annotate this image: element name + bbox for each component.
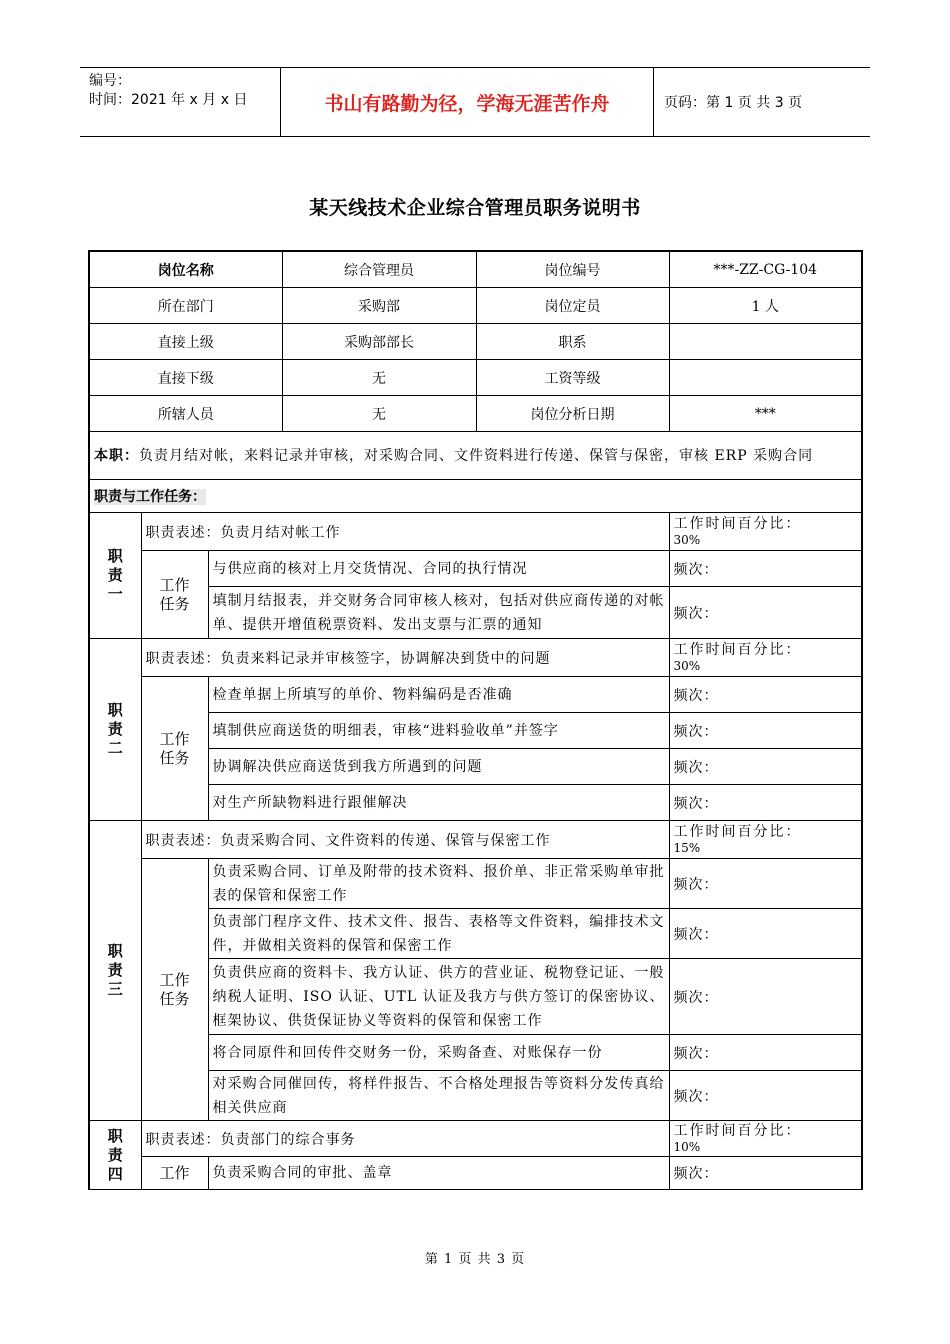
- task-label: 工作 任务: [141, 551, 208, 639]
- task-frequency: 频次：: [669, 1157, 862, 1190]
- duties-heading-row: [89, 480, 862, 513]
- duty-label: 职 责 二: [89, 639, 141, 821]
- time-percent-label: 工作时间百分比：: [673, 641, 802, 658]
- task-text: 对生产所缺物料进行跟催解决: [208, 785, 669, 821]
- task-frequency: 频次：: [669, 859, 862, 909]
- benzhi-label: 本职：: [94, 447, 139, 464]
- header-meta: [80, 68, 280, 136]
- task-text: 填制供应商送货的明细表，审核“进料验收单”并签字: [208, 713, 669, 749]
- dept-value: 采购部: [282, 288, 476, 324]
- task-text: 负责供应商的资料卡、我方认证、供方的营业证、税物登记证、一般纳税人证明、ISO 认证、UTL 认证及我方与供方签订的保密协议、框架协议、供货保证协义等资料的保管和保密工作: [208, 959, 669, 1035]
- task-row: [89, 677, 862, 713]
- task-frequency: 频次：: [669, 587, 862, 639]
- time-percent-label: 工作时间百分比：: [673, 515, 802, 532]
- info-row: [89, 324, 862, 360]
- task-frequency: 频次：: [669, 713, 862, 749]
- task-text: 填制月结报表，并交财务合同审核人核对，包括对供应商传递的对帐单、提供开增值税票资料、发出支票与汇票的通知: [208, 587, 669, 639]
- subordinate-label: 直接下级: [89, 360, 282, 396]
- duty-time-percent: [669, 1121, 862, 1157]
- task-frequency: 频次：: [669, 909, 862, 959]
- task-frequency: 频次：: [669, 551, 862, 587]
- job-description-table: [88, 250, 863, 1190]
- task-frequency: 频次：: [669, 1035, 862, 1071]
- duty-desc-row: [89, 639, 862, 677]
- subordinate-value: 无: [282, 360, 476, 396]
- page-footer: 第 1 页 共 3 页: [424, 1252, 526, 1267]
- task-row: [89, 859, 862, 909]
- relation-value: [669, 324, 862, 360]
- task-text: 负责采购合同、订单及附带的技术资料、报价单、非正常采购单审批表的保管和保密工作: [208, 859, 669, 909]
- doc-number-label: 编号：: [89, 73, 131, 89]
- task-text: 与供应商的核对上月交货情况、合同的执行情况: [208, 551, 669, 587]
- task-label: 工作 任务: [141, 859, 208, 1121]
- post-name-value: 综合管理员: [282, 251, 476, 288]
- task-text: 负责采购合同的审批、盖章: [208, 1157, 669, 1190]
- headcount-value: 1 人: [669, 288, 862, 324]
- superior-value: 采购部部长: [282, 324, 476, 360]
- task-text: 检查单据上所填写的单价、物料编码是否准确: [208, 677, 669, 713]
- task-text: 对采购合同催回传，将样件报告、不合格处理报告等资料分发传真给相关供应商: [208, 1071, 669, 1121]
- dept-label: 所在部门: [89, 288, 282, 324]
- post-no-label: 岗位编号: [476, 251, 669, 288]
- staff-value: 无: [282, 396, 476, 432]
- task-frequency: 频次：: [669, 1071, 862, 1121]
- time-percent-value: 30%: [673, 532, 701, 547]
- duty-time-percent: [669, 639, 862, 677]
- benzhi-text: 负责月结对帐，来料记录并审核，对采购合同、文件资料进行传递、保管与保密，审核 ERP 采购合同: [139, 447, 814, 464]
- staff-label: 所辖人员: [89, 396, 282, 432]
- duties-heading: 职责与工作任务：: [94, 489, 206, 505]
- task-frequency: 频次：: [669, 749, 862, 785]
- page-header: [80, 67, 870, 137]
- task-label: 工作: [141, 1157, 208, 1190]
- info-row: [89, 251, 862, 288]
- header-motto: 书山有路勤为径，学海无涯苦作舟: [280, 68, 654, 136]
- duty-time-percent: [669, 513, 862, 551]
- benzhi-cell: [89, 432, 862, 480]
- duty-description: 职责表述：负责部门的综合事务: [141, 1121, 669, 1157]
- task-text: 协调解决供应商送货到我方所遇到的问题: [208, 749, 669, 785]
- duty-desc-row: [89, 821, 862, 859]
- time-percent-value: 30%: [673, 658, 701, 673]
- post-name-label: 岗位名称: [89, 251, 282, 288]
- duty-description: 职责表述：负责月结对帐工作: [141, 513, 669, 551]
- relation-label: 职系: [476, 324, 669, 360]
- benzhi-row: [89, 432, 862, 480]
- duties-heading-cell: [89, 480, 862, 513]
- analysis-date-value: ***: [669, 396, 862, 432]
- task-text: 将合同原件和回传件交财务一份，采购备查、对账保存一份: [208, 1035, 669, 1071]
- task-frequency: 频次：: [669, 959, 862, 1035]
- duty-label: 职 责 一: [89, 513, 141, 639]
- salary-value: [669, 360, 862, 396]
- header-page-info: 页码：第 1 页 共 3 页: [664, 95, 803, 111]
- time-percent-value: 15%: [673, 840, 701, 855]
- post-no-value: ***-ZZ-CG-104: [669, 251, 862, 288]
- info-row: [89, 360, 862, 396]
- duty-desc-row: [89, 513, 862, 551]
- time-percent-value: 10%: [673, 1139, 701, 1154]
- superior-label: 直接上级: [89, 324, 282, 360]
- duty-description: 职责表述：负责采购合同、文件资料的传递、保管与保密工作: [141, 821, 669, 859]
- task-frequency: 频次：: [669, 785, 862, 821]
- document-title: 某天线技术企业综合管理员职务说明书: [309, 197, 641, 219]
- task-label: 工作 任务: [141, 677, 208, 821]
- salary-label: 工资等级: [476, 360, 669, 396]
- task-frequency: 频次：: [669, 677, 862, 713]
- duty-label: 职 责 三: [89, 821, 141, 1121]
- duty-desc-row: [89, 1121, 862, 1157]
- info-row: [89, 288, 862, 324]
- task-text: 负责部门程序文件、技术文件、报告、表格等文件资料，编排技术文件，并做相关资料的保管和保密工作: [208, 909, 669, 959]
- time-percent-label: 工作时间百分比：: [673, 823, 802, 840]
- info-row: [89, 396, 862, 432]
- analysis-date-label: 岗位分析日期: [476, 396, 669, 432]
- duty-description: 职责表述：负责来料记录并审核签字，协调解决到货中的问题: [141, 639, 669, 677]
- duty-label: 职 责 四: [89, 1121, 141, 1190]
- time-percent-label: 工作时间百分比：: [673, 1122, 802, 1139]
- duty-time-percent: [669, 821, 862, 859]
- doc-time: 时间：2021 年 x 月 x 日: [89, 92, 248, 108]
- task-row: [89, 551, 862, 587]
- headcount-label: 岗位定员: [476, 288, 669, 324]
- task-row: [89, 1157, 862, 1190]
